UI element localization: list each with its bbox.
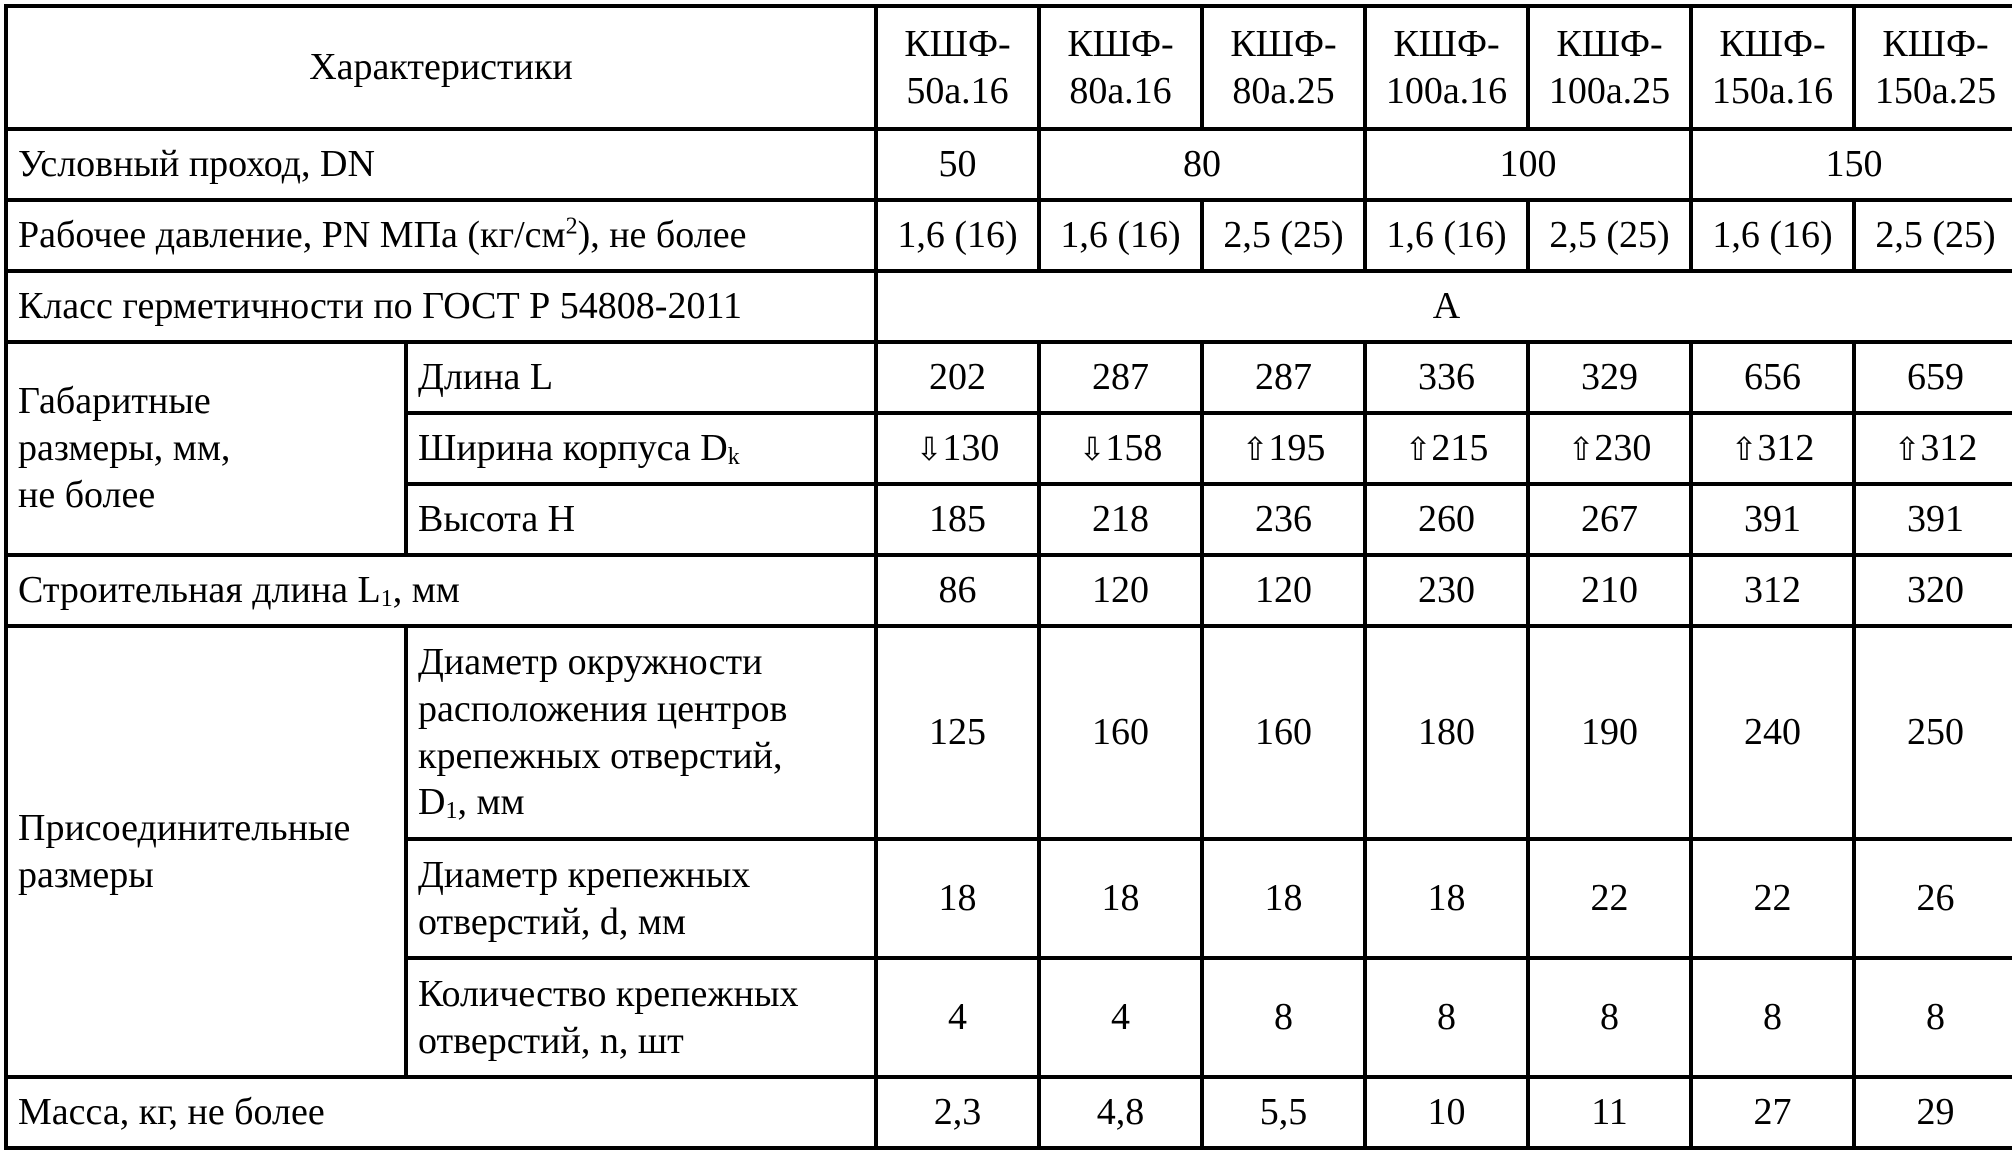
pressure-value: 1,6 (16) [1039,200,1202,271]
arrow-up-icon: ⇧ [1893,430,1921,469]
circle-diameter-symbol: D [418,781,446,824]
hole-count-value: 4 [876,958,1039,1077]
width-label [406,413,876,484]
circle-diameter-line [418,779,864,826]
arrow-up-icon: ⇧ [1241,430,1269,469]
hole-count-value: 8 [1202,958,1365,1077]
circle-diameter-value: 180 [1365,626,1528,839]
height-value: 236 [1202,484,1365,555]
model-header-3 [1202,6,1365,129]
mass-label: Масса, кг, не более [6,1077,876,1148]
length-value: 329 [1528,342,1691,413]
model-name-code: 100а.25 [1548,69,1671,112]
connection-group-label [6,626,406,1077]
pressure-value: 2,5 (25) [1528,200,1691,271]
tightness-row [6,271,2012,342]
width-value [1202,413,1365,484]
width-value [1691,413,1854,484]
connection-group-line: размеры [18,853,154,896]
circle-diameter-value: 190 [1528,626,1691,839]
dn-value: 100 [1365,129,1691,200]
length-value: 287 [1202,342,1365,413]
dn-value: 50 [876,129,1039,200]
length-value: 336 [1365,342,1528,413]
circle-diameter-label [406,626,876,839]
build-length-row [6,555,2012,626]
pressure-value: 1,6 (16) [1691,200,1854,271]
mass-value: 27 [1691,1077,1854,1148]
connection-group-line: Присоединительные [18,806,351,849]
build-length-label-text: Строительная длина L [18,569,381,612]
characteristics-header: Характеристики [6,6,876,129]
model-name-prefix: КШФ- [1230,22,1337,65]
build-length-value: 86 [876,555,1039,626]
model-name-code: 150а.25 [1874,69,1997,112]
arrow-down-icon: ⇩ [1078,430,1106,469]
mass-value: 11 [1528,1077,1691,1148]
width-value [1528,413,1691,484]
length-value: 202 [876,342,1039,413]
hole-diameter-value: 18 [1202,839,1365,958]
model-name-prefix: КШФ- [1393,22,1500,65]
build-length-value: 320 [1854,555,2012,626]
model-name-code: 80а.16 [1069,69,1172,112]
circle-diameter-line: расположения центров [418,687,788,730]
pressure-label [6,200,876,271]
hole-count-line: отверстий, n, шт [418,1019,684,1062]
model-header-1 [876,6,1039,129]
height-value: 218 [1039,484,1202,555]
pressure-value: 1,6 (16) [876,200,1039,271]
hole-count-value: 4 [1039,958,1202,1077]
model-header-4 [1365,6,1528,129]
dn-label: Условный проход, DN [6,129,876,200]
pressure-value: 1,6 (16) [1365,200,1528,271]
circle-diameter-unit: , мм [457,781,525,824]
arrow-up-icon: ⇧ [1404,430,1432,469]
model-name-prefix: КШФ- [1067,22,1174,65]
build-length-value: 210 [1528,555,1691,626]
height-value: 391 [1854,484,2012,555]
width-number: 312 [1757,427,1815,470]
width-number: 215 [1431,427,1489,470]
arrow-up-icon: ⇧ [1730,430,1758,469]
tightness-value: А [876,271,2012,342]
hole-diameter-label [406,839,876,958]
circle-diameter-line: Диаметр окружности [418,641,763,684]
circle-diameter-value: 240 [1691,626,1854,839]
dimensions-group-line: размеры, мм, [18,427,231,470]
pressure-row [6,200,2012,271]
model-header-6 [1691,6,1854,129]
build-length-value: 120 [1039,555,1202,626]
model-name-code: 100а.16 [1385,69,1508,112]
build-length-value: 230 [1365,555,1528,626]
model-name-prefix: КШФ- [1719,22,1826,65]
model-name-code: 150а.16 [1711,69,1834,112]
dn-value: 80 [1039,129,1365,200]
pressure-label-superscript: 2 [565,213,578,240]
header-row [6,6,2012,129]
length-row [6,342,2012,413]
circle-diameter-row [6,626,2012,839]
circle-diameter-value: 250 [1854,626,2012,839]
mass-value: 5,5 [1202,1077,1365,1148]
circle-diameter-subscript: 1 [445,798,458,825]
width-value [1365,413,1528,484]
hole-count-line: Количество крепежных [418,972,799,1015]
width-number: 312 [1920,427,1978,470]
length-value: 659 [1854,342,2012,413]
width-label-subscript: k [727,444,740,471]
hole-diameter-line: отверстий, d, мм [418,900,686,943]
width-label-text: Ширина корпуса D [418,427,728,470]
model-name-prefix: КШФ- [1882,22,1989,65]
width-number: 230 [1594,427,1652,470]
hole-diameter-value: 22 [1528,839,1691,958]
model-header-2 [1039,6,1202,129]
length-label: Длина L [406,342,876,413]
hole-count-label [406,958,876,1077]
circle-diameter-value: 160 [1039,626,1202,839]
width-value [876,413,1039,484]
width-number: 158 [1105,427,1163,470]
pressure-value: 2,5 (25) [1854,200,2012,271]
hole-count-value: 8 [1365,958,1528,1077]
pressure-label-suffix: ), не более [577,214,747,257]
specifications-table [4,4,2012,1150]
hole-diameter-value: 18 [1365,839,1528,958]
build-length-value: 120 [1202,555,1365,626]
width-value [1039,413,1202,484]
circle-diameter-line: крепежных отверстий, [418,734,783,777]
dn-row [6,129,2012,200]
height-label: Высота Н [406,484,876,555]
hole-diameter-value: 22 [1691,839,1854,958]
height-value: 391 [1691,484,1854,555]
mass-value: 10 [1365,1077,1528,1148]
height-value: 260 [1365,484,1528,555]
dimensions-group-line: Габаритные [18,380,211,423]
pressure-label-text: Рабочее давление, PN МПа (кг/см [18,214,566,257]
model-name-code: 80а.25 [1232,69,1335,112]
hole-count-value: 8 [1691,958,1854,1077]
build-length-label-subscript: 1 [380,586,393,613]
circle-diameter-value: 160 [1202,626,1365,839]
build-length-value: 312 [1691,555,1854,626]
height-value: 185 [876,484,1039,555]
dn-value: 150 [1691,129,2012,200]
hole-count-value: 8 [1854,958,2012,1077]
model-name-prefix: КШФ- [904,22,1011,65]
circle-diameter-value: 125 [876,626,1039,839]
length-value: 656 [1691,342,1854,413]
dimensions-group-label [6,342,406,555]
pressure-value: 2,5 (25) [1202,200,1365,271]
tightness-label: Класс герметичности по ГОСТ Р 54808-2011 [6,271,876,342]
model-name-prefix: КШФ- [1556,22,1663,65]
mass-value: 4,8 [1039,1077,1202,1148]
width-value [1854,413,2012,484]
width-number: 195 [1268,427,1326,470]
build-length-label [6,555,876,626]
arrow-up-icon: ⇧ [1567,430,1595,469]
height-value: 267 [1528,484,1691,555]
hole-diameter-value: 18 [1039,839,1202,958]
hole-diameter-value: 18 [876,839,1039,958]
dimensions-group-line: не более [18,473,156,516]
mass-row [6,1077,2012,1148]
width-number: 130 [942,427,1000,470]
model-header-5 [1528,6,1691,129]
build-length-label-suffix: , мм [392,569,460,612]
arrow-down-icon: ⇩ [915,430,943,469]
hole-count-value: 8 [1528,958,1691,1077]
hole-diameter-line: Диаметр крепежных [418,853,751,896]
mass-value: 29 [1854,1077,2012,1148]
model-name-code: 50а.16 [906,69,1009,112]
model-header-7 [1854,6,2012,129]
length-value: 287 [1039,342,1202,413]
mass-value: 2,3 [876,1077,1039,1148]
hole-diameter-value: 26 [1854,839,2012,958]
